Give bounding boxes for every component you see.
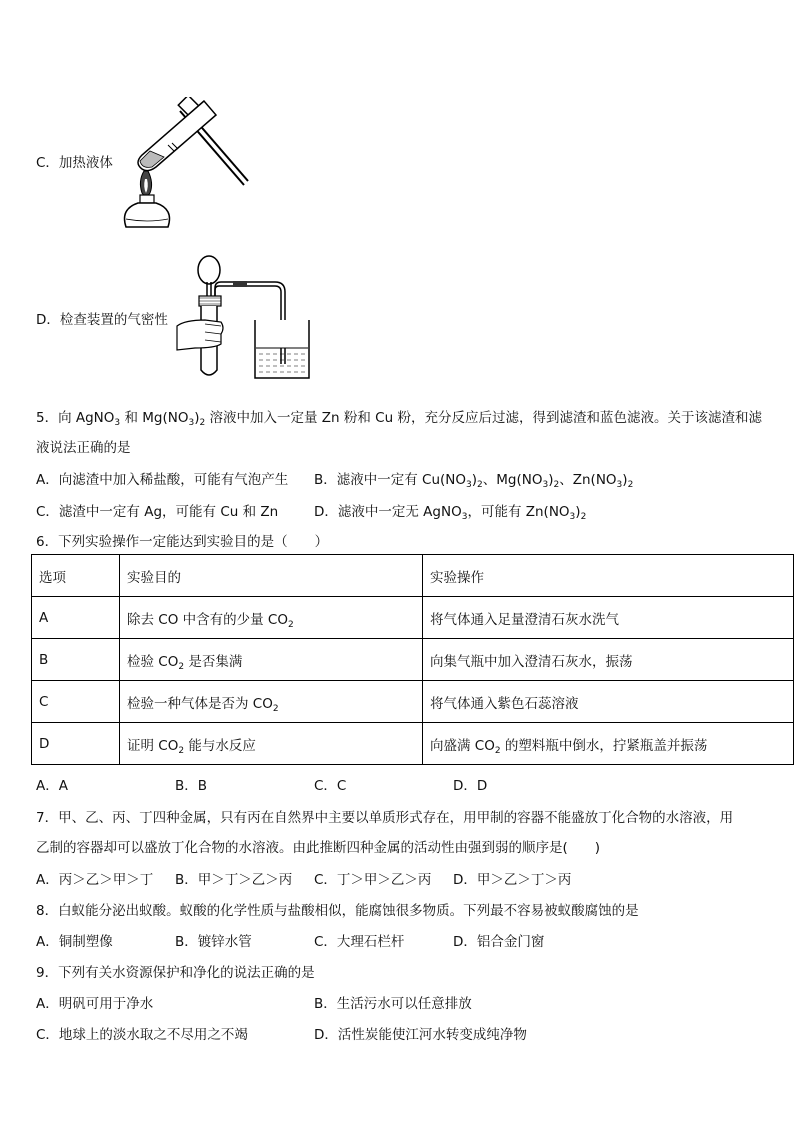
q5-stem-line1: 5．向 AgNO$_3$ 和 $Mg(NO_3)_2$ 溶液中加入一定量 Zn 粉和 Cu 粉，充分反应后过滤，得到滤渣和蓝色滤液。关于该滤渣和滤: [36, 410, 762, 428]
q7-stem-line1: 7．甲、乙、丙、丁四种金属，只有丙在自然界中主要以单质形式存在，用甲制的容器不能盛放丁化合物的水溶液，用: [36, 810, 734, 826]
q4-option-c: C．加热液体: [36, 155, 113, 171]
table-header-row: [32, 555, 794, 597]
q5-option-c: C．滤渣中一定有 Ag，可能有 Cu 和 Zn: [36, 504, 279, 520]
q8-option-d: D．铝合金门窗: [453, 934, 545, 950]
airtightness-check-figure: [175, 248, 315, 384]
q7-option-c: C．丁＞甲＞乙＞丙: [314, 872, 432, 888]
q5-stem-line2: 液说法正确的是: [36, 440, 131, 456]
q6-stem: 6．下列实验操作一定能达到实验目的是（ ）: [36, 534, 329, 550]
row-goal: 检验一种气体是否为 $CO_2$: [120, 681, 423, 723]
q8-option-a: A．铜制塑像: [36, 934, 113, 950]
q4-option-d: D．检查装置的气密性: [36, 312, 168, 328]
row-goal: 除去 CO 中含有的少量 $CO_2$: [120, 597, 423, 639]
q6-table: [31, 554, 794, 765]
table-row: [32, 723, 794, 765]
header-operation: 实验操作: [423, 555, 794, 597]
q7-option-b: B．甲＞丁＞乙＞丙: [175, 872, 293, 888]
q5-option-b: B．滤液中一定有 $Cu(NO_3)_2$、$Mg(NO_3)_2$、$Zn(NO_3)_2$: [314, 472, 634, 490]
q9-option-a: A．明矾可用于净水: [36, 996, 154, 1012]
q9-option-c: C．地球上的淡水取之不尽用之不竭: [36, 1027, 248, 1043]
q8-option-b: B．镀锌水管: [175, 934, 252, 950]
table-row: [32, 597, 794, 639]
row-goal: 证明 $CO_2$ 能与水反应: [120, 723, 423, 765]
row-goal: 检验 $CO_2$ 是否集满: [120, 639, 423, 681]
q5-option-a: A．向滤渣中加入稀盐酸，可能有气泡产生: [36, 472, 289, 488]
table-row: [32, 681, 794, 723]
row-option: C: [32, 681, 120, 723]
q6-answer-c: C．C: [314, 778, 347, 794]
q6-answer-b: B．B: [175, 778, 208, 794]
q6-answer-d: D．D: [453, 778, 488, 794]
heating-liquid-figure: [112, 97, 252, 232]
q7-option-d: D．甲＞乙＞丁＞丙: [453, 872, 572, 888]
row-operation: 向集气瓶中加入澄清石灰水，振荡: [423, 639, 794, 681]
row-option: A: [32, 597, 120, 639]
header-goal: 实验目的: [120, 555, 423, 597]
q5-option-d: D．滤液中一定无 AgNO$_3$，可能有 $Zn(NO_3)_2$: [314, 504, 587, 522]
header-option: 选项: [32, 555, 120, 597]
q8-option-c: C．大理石栏杆: [314, 934, 405, 950]
row-option: D: [32, 723, 120, 765]
row-operation: 将气体通入紫色石蕊溶液: [423, 681, 794, 723]
row-operation: 将气体通入足量澄清石灰水洗气: [423, 597, 794, 639]
q9-stem: 9．下列有关水资源保护和净化的说法正确的是: [36, 965, 315, 981]
q6-answer-a: A．A: [36, 778, 68, 794]
q7-option-a: A．丙＞乙＞甲＞丁: [36, 872, 154, 888]
table-row: [32, 639, 794, 681]
q9-option-d: D．活性炭能使江河水转变成纯净物: [314, 1027, 527, 1043]
q7-stem-line2: 乙制的容器却可以盛放丁化合物的水溶液。由此推断四种金属的活动性由强到弱的顺序是( ): [36, 840, 601, 856]
q8-stem: 8．白蚁能分泌出蚁酸。蚁酸的化学性质与盐酸相似，能腐蚀很多物质。下列最不容易被蚁酸腐蚀的是: [36, 903, 639, 919]
row-option: B: [32, 639, 120, 681]
row-operation: 向盛满 $CO_2$ 的塑料瓶中倒水，拧紧瓶盖并振荡: [423, 723, 794, 765]
q9-option-b: B．生活污水可以任意排放: [314, 996, 472, 1012]
